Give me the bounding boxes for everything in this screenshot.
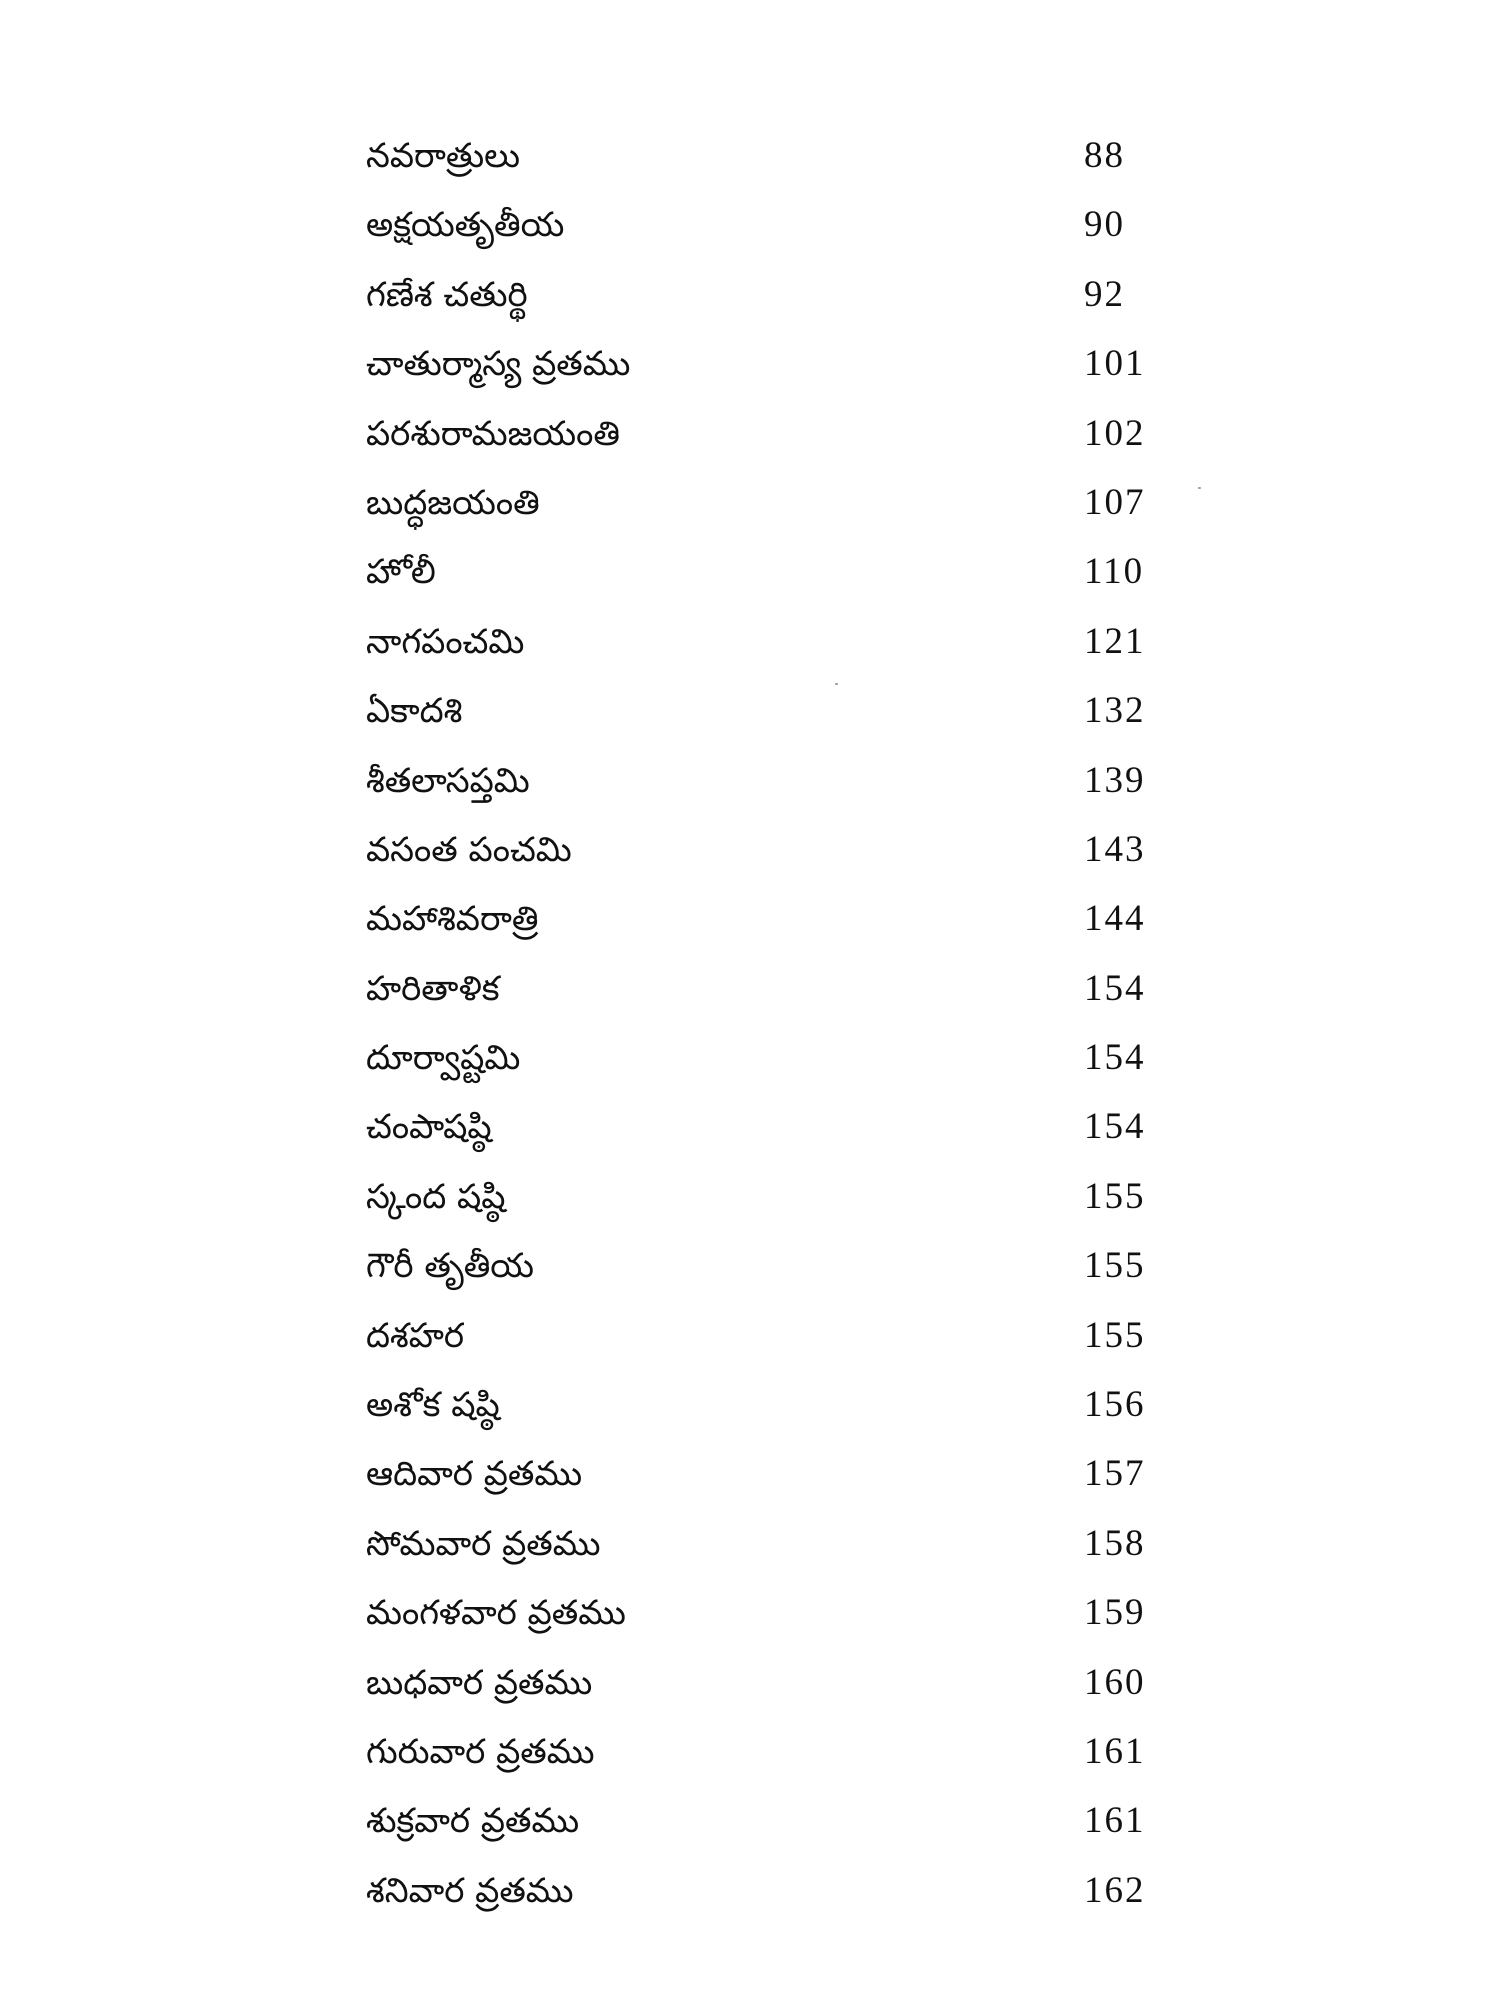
toc-entry-title: శీతలాసప్తమి (366, 760, 530, 801)
toc-entry (366, 1238, 1166, 1307)
toc-entry-page-number: 132 (1084, 690, 1146, 732)
toc-entry (366, 1516, 1166, 1585)
toc-entry (366, 1585, 1166, 1654)
toc-entry (366, 1655, 1166, 1724)
toc-entry (366, 267, 1166, 336)
toc-entry-page-number: 101 (1084, 343, 1146, 385)
toc-entry (366, 614, 1166, 683)
toc-entry (366, 1030, 1166, 1099)
toc-entry-page-number: 155 (1084, 1175, 1146, 1217)
toc-entry (366, 891, 1166, 960)
toc-entry-title: అక్షయతృతీయ (366, 205, 565, 246)
toc-entry-page-number: 139 (1084, 759, 1146, 801)
toc-entry-title: సోమవార వ్రతము (366, 1523, 601, 1564)
toc-entry-title: గణేశ చతుర్థి (366, 274, 528, 315)
toc-entry-title: దూర్వాష్టమి (366, 1038, 521, 1079)
toc-entry (366, 475, 1166, 544)
toc-entry-title: అశోక షష్ఠి (366, 1385, 500, 1426)
toc-entry-title: బుధవార వ్రతము (366, 1662, 593, 1703)
toc-entry-page-number: 162 (1084, 1869, 1146, 1911)
toc-entry (366, 1446, 1166, 1515)
toc-entry-title: చాతుర్మాస్య వ్రతము (366, 344, 631, 385)
toc-entry (366, 1793, 1166, 1862)
toc-entry-page-number: 155 (1084, 1314, 1146, 1356)
toc-entry-page-number: 143 (1084, 828, 1146, 870)
toc-entry-title: శుక్రవార వ్రతము (366, 1801, 580, 1842)
toc-entry-page-number: 107 (1084, 481, 1146, 523)
toc-entry (366, 822, 1166, 891)
toc-entry (366, 683, 1166, 752)
toc-entry-title: దశహర (366, 1315, 464, 1356)
toc-entry-page-number: 110 (1084, 551, 1145, 593)
toc-entry-page-number: 157 (1084, 1453, 1146, 1495)
toc-entry-title: పరశురామజయంతి (366, 413, 620, 454)
toc-entry-title: బుద్ధజయంతి (366, 482, 540, 523)
toc-entry-title: చంపాషష్ఠి (366, 1107, 492, 1148)
toc-entry (366, 1169, 1166, 1238)
toc-entry (366, 1099, 1166, 1168)
toc-entry-title: ఆదివార వ్రతము (366, 1454, 583, 1495)
toc-entry-page-number: 90 (1084, 204, 1125, 246)
toc-entry-title: హరితాళిక (366, 968, 500, 1009)
toc-entry-page-number: 121 (1084, 620, 1146, 662)
toc-entry (366, 1308, 1166, 1377)
toc-entry-page-number: 154 (1084, 1106, 1146, 1148)
scan-speck (835, 683, 838, 685)
toc-entry-page-number: 156 (1084, 1384, 1146, 1426)
toc-entry-title: గౌరీ తృతీయ (366, 1246, 535, 1287)
toc-entry (366, 961, 1166, 1030)
toc-entry-title: స్కంద షష్ఠి (366, 1176, 506, 1217)
table-of-contents (366, 128, 1166, 1932)
toc-entry-page-number: 144 (1084, 898, 1146, 940)
toc-entry-title: శనివార వ్రతము (366, 1870, 574, 1911)
toc-entry-page-number: 92 (1084, 273, 1125, 315)
toc-entry-page-number: 158 (1084, 1522, 1146, 1564)
toc-entry-page-number: 102 (1084, 412, 1146, 454)
toc-entry-title: వసంత పంచమి (366, 829, 572, 870)
toc-entry-title: మహాశివరాత్రి (366, 899, 539, 940)
toc-entry-page-number: 159 (1084, 1592, 1146, 1634)
toc-entry (366, 197, 1166, 266)
toc-entry (366, 128, 1166, 197)
scan-speck (1198, 487, 1201, 489)
toc-entry-title: మంగళవార వ్రతము (366, 1593, 626, 1634)
toc-entry-page-number: 154 (1084, 967, 1146, 1009)
toc-entry-page-number: 161 (1084, 1800, 1146, 1842)
toc-entry-title: హోలీ (366, 552, 436, 593)
toc-entry-title: నాగపంచమి (366, 621, 525, 662)
toc-entry (366, 1724, 1166, 1793)
toc-entry (366, 406, 1166, 475)
toc-entry (366, 1863, 1166, 1932)
toc-entry-page-number: 154 (1084, 1037, 1146, 1079)
toc-entry-page-number: 160 (1084, 1661, 1146, 1703)
toc-entry (366, 1377, 1166, 1446)
toc-entry-title: గురువార వ్రతము (366, 1731, 595, 1772)
toc-entry-title: నవరాత్రులు (366, 136, 520, 176)
toc-entry (366, 336, 1166, 405)
toc-entry (366, 544, 1166, 613)
toc-entry-page-number: 155 (1084, 1245, 1146, 1287)
toc-entry-page-number: 88 (1084, 135, 1125, 176)
toc-entry-title: ఏకాదశి (366, 691, 463, 732)
toc-entry-page-number: 161 (1084, 1730, 1146, 1772)
toc-entry (366, 753, 1166, 822)
